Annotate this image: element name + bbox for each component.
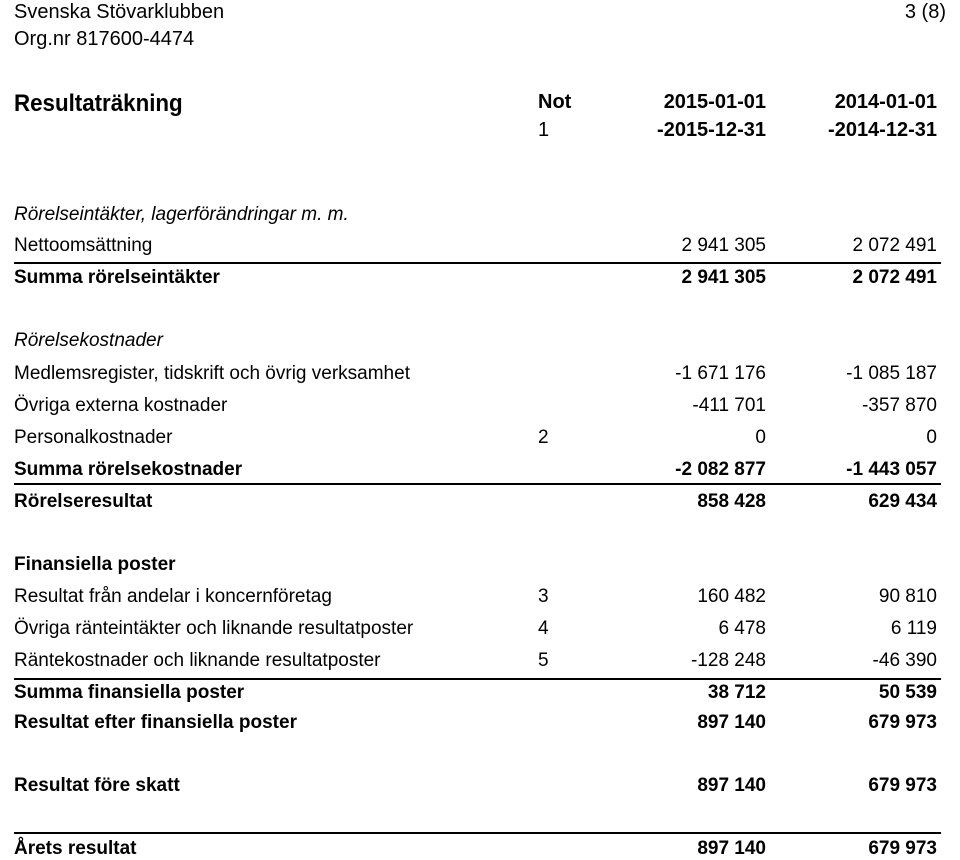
row-label: Nettoomsättning [14,235,153,256]
row-note: 3 [538,586,549,607]
row-label: Rörelsekostnader [14,330,163,351]
column-header-2014-from: 2014-01-01 [834,91,937,113]
row-note: 2 [538,427,549,448]
row-value-2014: -46 390 [872,650,937,671]
row-value-2014: 6 119 [890,618,937,639]
row-label: Resultat före skatt [14,775,180,796]
row-value-2015: 160 482 [697,586,766,607]
row-value-2015: 0 [755,427,766,448]
row-value-2015: -411 701 [692,395,766,416]
row-label: Årets resultat [14,838,137,859]
row-value-2014: 629 434 [868,491,937,512]
row-value-2015: 2 941 305 [681,267,766,288]
row-value-2014: 0 [926,427,937,448]
org-name: Svenska Stövarklubben [14,1,225,23]
row-label: Övriga ränteintäkter och liknande resultatposter [14,618,414,639]
row-value-2015: 858 428 [697,491,766,512]
row-value-2015: 2 941 305 [681,235,766,256]
row-label: Rörelseresultat [14,491,153,512]
row-label: Räntekostnader och liknande resultatposter [14,650,381,671]
row-label: Resultat från andelar i koncernföretag [14,586,332,607]
row-value-2014: 2 072 491 [852,235,937,256]
row-label: Rörelseintäkter, lagerförändringar m. m. [14,204,349,225]
row-value-2014: 679 973 [868,838,937,859]
row-note: 5 [538,650,549,671]
row-label: Övriga externa kostnader [14,395,228,416]
row-value-2014: 90 810 [878,586,937,607]
row-label: Medlemsregister, tidskrift och övrig verksamhet [14,363,410,384]
row-value-2014: 679 973 [868,775,937,796]
row-label: Summa rörelsekostnader [14,459,243,480]
row-value-2015: -1 671 176 [675,363,766,384]
page-number: 3 (8) [904,1,946,23]
row-label: Summa finansiella poster [14,682,245,703]
row-label: Finansiella poster [14,554,176,575]
row-value-2014: 679 973 [868,712,937,733]
row-value-2015: 897 140 [697,712,766,733]
row-value-2015: -128 248 [690,650,766,671]
row-value-2014: -357 870 [861,395,937,416]
column-header-not-sub: 1 [538,119,550,141]
row-label: Resultat efter finansiella poster [14,712,297,733]
column-header-2015-to: -2015-12-31 [657,119,766,141]
row-value-2015: 6 478 [718,618,766,639]
rule-after-nettoomsattning [14,262,941,264]
column-header-not: Not [538,91,572,113]
row-value-2014: 2 072 491 [852,267,937,288]
row-value-2015: 38 712 [707,682,766,703]
page-title: Resultaträkning [14,90,183,117]
rule-after-finansiella [14,678,941,680]
column-header-2014-to: -2014-12-31 [828,119,937,141]
row-label: Personalkostnader [14,427,173,448]
row-value-2015: -2 082 877 [675,459,766,480]
rule-after-rorelsekostnader [14,483,941,485]
row-value-2015: 897 140 [697,838,766,859]
row-value-2015: 897 140 [697,775,766,796]
row-value-2014: -1 443 057 [846,459,937,480]
rule-before-arets-resultat [14,832,941,834]
row-value-2014: 50 539 [878,682,937,703]
column-header-2015-from: 2015-01-01 [663,91,766,113]
org-number: Org.nr 817600-4474 [14,28,195,50]
row-label: Summa rörelseintäkter [14,267,220,288]
row-value-2014: -1 085 187 [846,363,937,384]
row-note: 4 [538,618,549,639]
